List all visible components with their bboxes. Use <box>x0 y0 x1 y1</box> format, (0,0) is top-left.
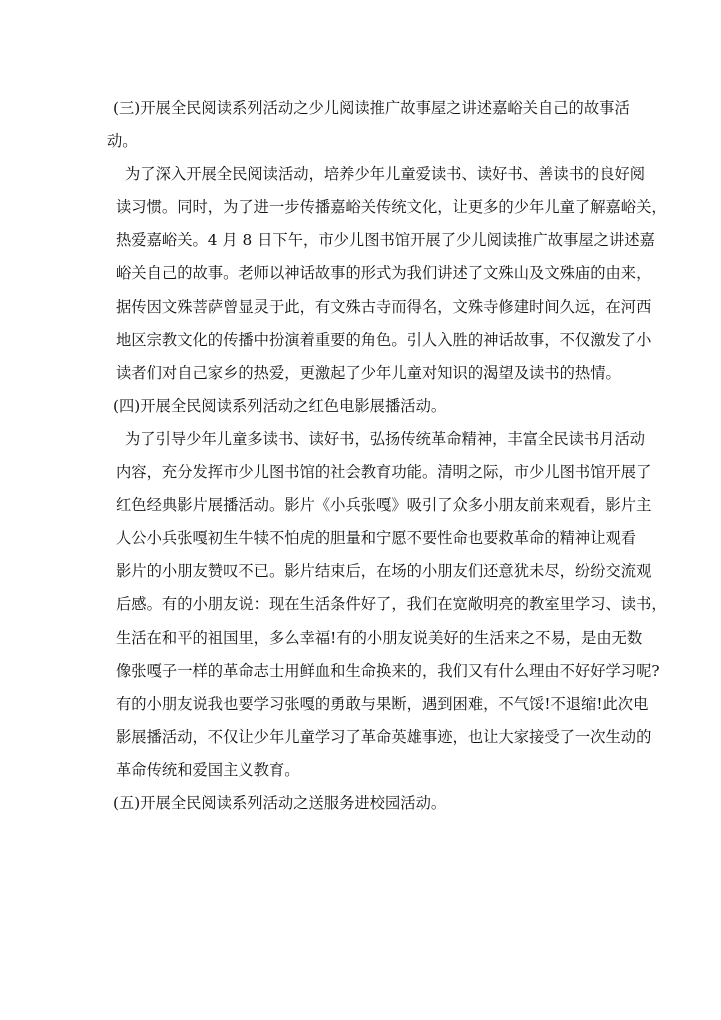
section-heading-5 <box>107 787 627 820</box>
body-line: 据传因文殊菩萨曾显灵于此，有文殊古寺而得名，文殊寺修建时间久远，在河西 <box>116 297 652 316</box>
body-line: 影片的小朋友赞叹不已。影片结束后，在场的小朋友们还意犹未尽，纷纷交流观 <box>116 562 652 581</box>
body-line: 有的小朋友说我也要学习张嘎的勇敢与果断，遇到困难，不气馁!不退缩!此次电 <box>116 694 649 713</box>
body-line: 地区宗教文化的传播中扮演着重要的角色。引人入胜的神话故事，不仅激发了小 <box>116 330 652 349</box>
heading-line-cont: 动。 <box>107 132 138 151</box>
body-line: 人公小兵张嘎初生牛犊不怕虎的胆量和宁愿不要性命也要救革命的精神让观看 <box>116 529 637 548</box>
body-line: 内容，充分发挥市少儿图书馆的社会教育功能。清明之际，市少儿图书馆开展了 <box>116 463 652 482</box>
body-line: 读者们对自己家乡的热爱，更激起了少年儿童对知识的渴望及读书的热情。 <box>116 363 621 382</box>
body-line: 革命传统和爱国主义教育。 <box>116 760 300 779</box>
section-body-4 <box>107 423 667 787</box>
document-page <box>107 92 667 820</box>
heading-line: (四)开展全民阅读系列活动之红色电影展播活动。 <box>113 396 447 415</box>
section-heading-4 <box>107 390 627 423</box>
body-line: 为了引导少年儿童多读书、读好书，弘扬传统革命精神，丰富全民读书月活动 <box>125 429 646 448</box>
body-line: 峪关自己的故事。老师以神话故事的形式为我们讲述了文殊山及文殊庙的由来， <box>116 264 652 283</box>
body-line: 热爱嘉峪关。4 月 8 日下午，市少儿图书馆开展了少儿阅读推广故事屋之讲述嘉 <box>116 231 655 250</box>
section-body-3 <box>107 158 667 390</box>
heading-line: (五)开展全民阅读系列活动之送服务进校园活动。 <box>113 793 447 812</box>
body-line: 像张嘎子一样的革命志士用鲜血和生命换来的，我们又有什么理由不好好学习呢? <box>116 661 660 680</box>
heading-line: (三)开展全民阅读系列活动之少儿阅读推广故事屋之讲述嘉峪关自己的故事活 <box>113 99 630 117</box>
body-line: 影展播活动，不仅让少年儿童学习了革命英雄事迹，也让大家接受了一次生动的 <box>116 727 652 746</box>
body-line: 为了深入开展全民阅读活动，培养少年儿童爱读书、读好书、善读书的良好阅 <box>125 165 646 184</box>
section-heading-3 <box>107 92 630 158</box>
body-line: 红色经典影片展播活动。影片《小兵张嘎》吸引了众多小朋友前来观看，影片主 <box>116 496 652 515</box>
body-line: 后感。有的小朋友说：现在生活条件好了，我们在宽敞明亮的教室里学习、读书， <box>116 595 667 614</box>
body-line: 生活在和平的祖国里，多么幸福!有的小朋友说美好的生活来之不易，是由无数 <box>116 628 643 647</box>
body-line: 读习惯。同时，为了进一步传播嘉峪关传统文化，让更多的少年儿童了解嘉峪关， <box>116 198 667 217</box>
